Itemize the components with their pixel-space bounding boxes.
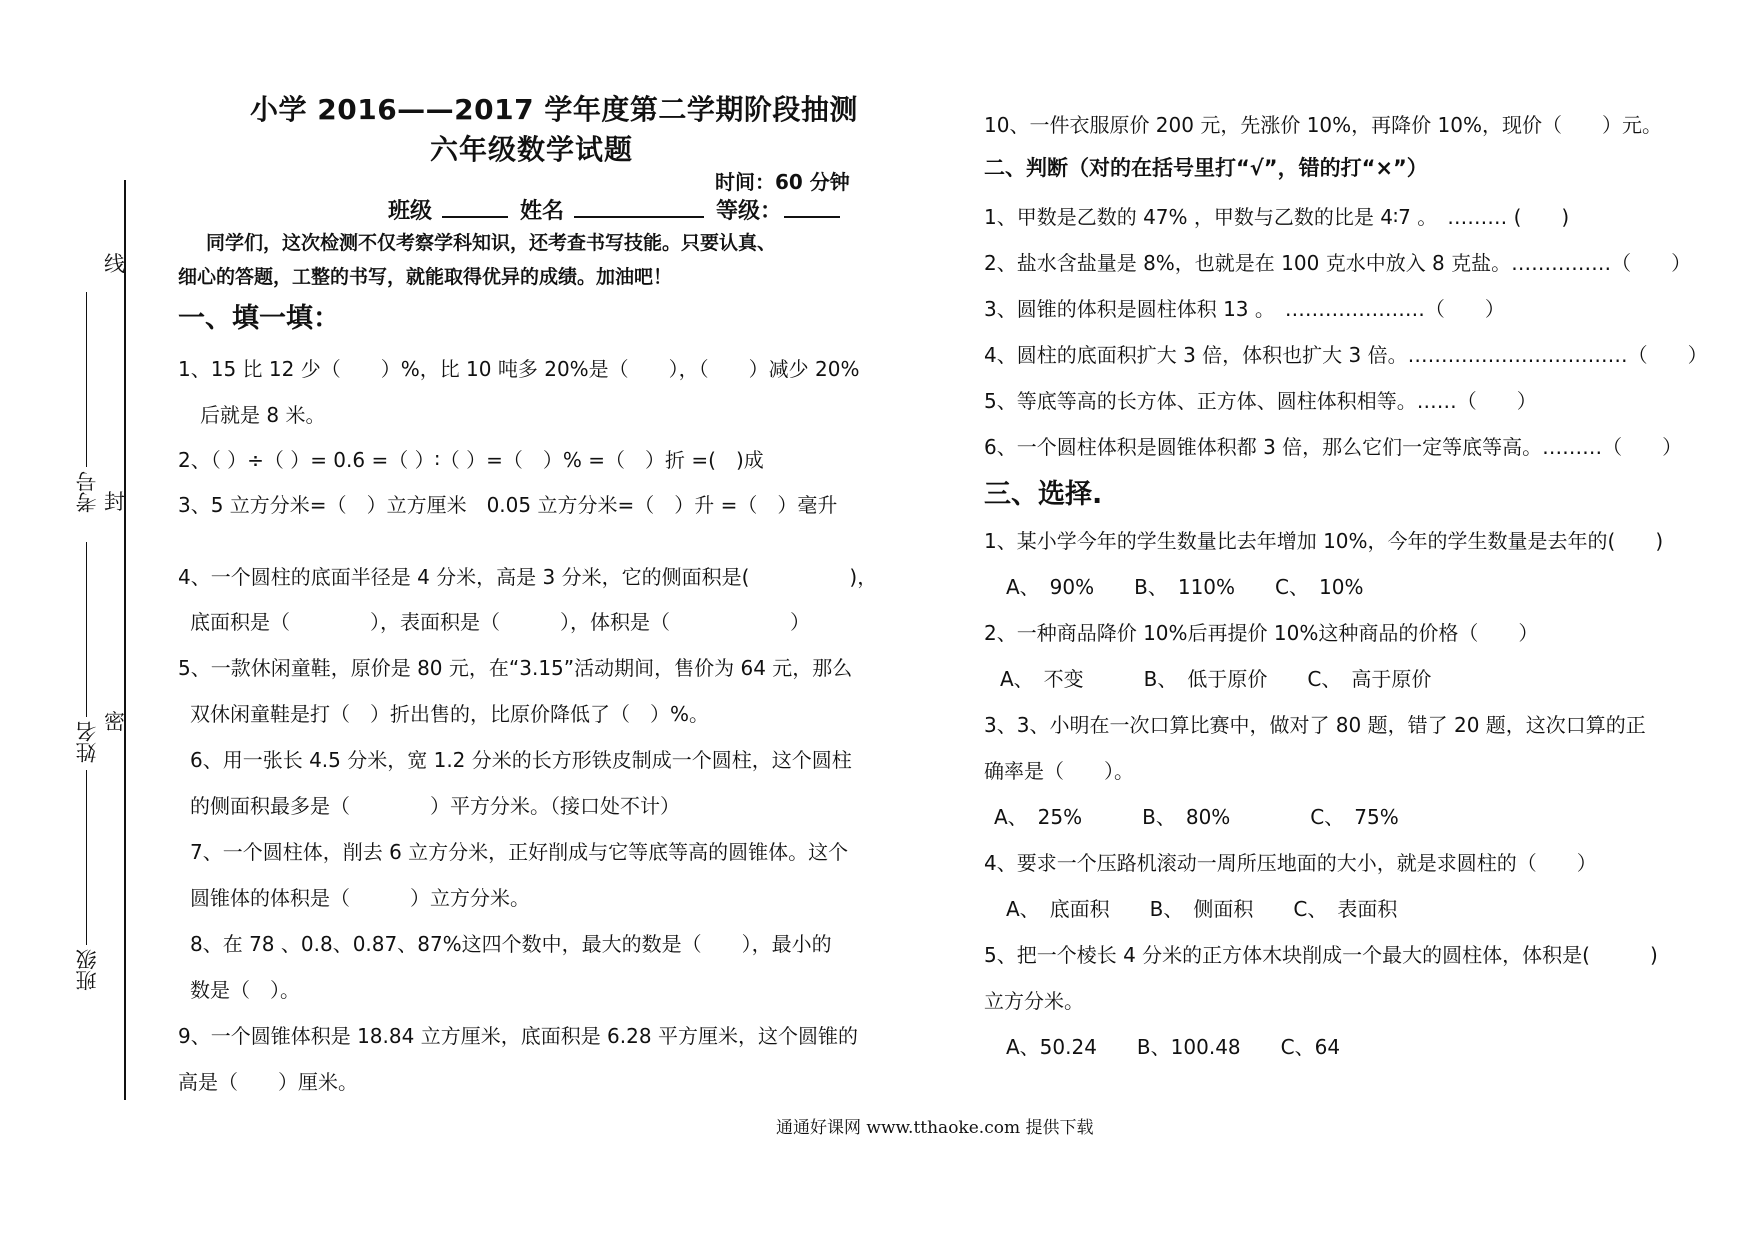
binding-line bbox=[124, 180, 126, 1100]
fill-q7-line1: 7、一个圆柱体，削去 6 立方分米，正好削成与它等底等高的圆锥体。这个 bbox=[190, 840, 849, 864]
class-label: 班级 bbox=[388, 199, 433, 224]
judge-q2: 2、盐水含盐量是 8%，也就是在 100 克水中放入 8 克盐。……………（ ） bbox=[984, 251, 1692, 275]
choice-q3-line2: 确率是（ ）。 bbox=[984, 759, 1134, 783]
class-side-label: 班级 bbox=[75, 949, 99, 991]
class-blank[interactable] bbox=[442, 198, 508, 218]
time-limit: 时间：60 分钟 bbox=[715, 170, 850, 194]
choice-q3-line1: 3、3、小明在一次口算比赛中，做对了 80 题，错了 20 题，这次口算的正 bbox=[984, 713, 1646, 737]
choice-q4-options: A、 底面积 B、 侧面积 C、 表面积 bbox=[1006, 897, 1398, 921]
seal-char-mi: 密 bbox=[104, 710, 125, 734]
section-judge-heading: 二、判断（对的在括号里打“√”，错的打“×”） bbox=[984, 156, 1428, 180]
exam-number-field[interactable] bbox=[72, 292, 102, 513]
choice-q1: 1、某小学今年的学生数量比去年增加 10%，今年的学生数量是去年的( ) bbox=[984, 529, 1664, 553]
fill-q8-line1: 8、在 78 、0.8、0.87、87%这四个数中，最大的数是（ ），最小的 bbox=[190, 932, 832, 956]
fill-q6-line2: 的侧面积最多是（ ）平方分米。（接口处不计） bbox=[190, 794, 680, 818]
choice-q2-options: A、 不变 B、 低于原价 C、 高于原价 bbox=[1000, 667, 1432, 691]
intro-line-1: 同学们，这次检测不仅考察学科知识，还考查书写技能。只要认真、 bbox=[206, 232, 777, 254]
footer-source: 通通好课网 www.tthaoke.com 提供下载 bbox=[776, 1118, 1094, 1138]
judge-q5: 5、等底等高的长方体、正方体、圆柱体积相等。……（ ） bbox=[984, 389, 1537, 413]
class-side-rule bbox=[87, 770, 88, 945]
choice-q2: 2、一种商品降价 10%后再提价 10%这种商品的价格（ ） bbox=[984, 621, 1539, 645]
name-side-field[interactable] bbox=[72, 542, 102, 763]
judge-q1: 1、甲数是乙数的 47% ，甲数与乙数的比是 4∶7 。 ……… ( ) bbox=[984, 205, 1570, 229]
judge-q6: 6、一个圆柱体积是圆锥体积都 3 倍，那么它们一定等底等高。………（ ） bbox=[984, 435, 1683, 459]
fill-q6-line1: 6、用一张长 4.5 分米，宽 1.2 分米的长方形铁皮制成一个圆柱，这个圆柱 bbox=[190, 748, 852, 772]
judge-q3: 3、圆锥的体积是圆柱体积 13 。 …………………（ ） bbox=[984, 297, 1505, 321]
seal-char-xian: 线 bbox=[104, 252, 125, 276]
choice-q4: 4、要求一个压路机滚动一周所压地面的大小，就是求圆柱的（ ） bbox=[984, 851, 1597, 875]
choice-q3-options: A、 25% B、 80% C、 75% bbox=[994, 805, 1399, 829]
fill-q3: 3、5 立方分米=（ ）立方厘米 0.05 立方分米=（ ）升 =（ ）毫升 bbox=[178, 493, 838, 517]
section-choice-heading: 三、选择. bbox=[984, 479, 1103, 510]
exam-title: 小学 2016——2017 学年度第二学期阶段抽测 bbox=[250, 93, 858, 126]
fill-q10: 10、一件衣服原价 200 元，先涨价 10%，再降价 10%，现价（ ）元。 bbox=[984, 113, 1662, 137]
exam-subtitle: 六年级数学试题 bbox=[430, 133, 634, 166]
exam-number-label: 考号 bbox=[75, 471, 99, 513]
seal-char-feng: 封 bbox=[104, 490, 125, 514]
section-fill-heading: 一、填一填： bbox=[178, 303, 340, 334]
choice-q5-line2: 立方分米。 bbox=[984, 989, 1084, 1013]
grade-blank[interactable] bbox=[784, 198, 840, 218]
choice-q1-options: A、 90% B、 110% C、 10% bbox=[1006, 575, 1364, 599]
intro-line-2: 细心的答题，工整的书写，就能取得优异的成绩。加油吧！ bbox=[178, 266, 673, 288]
fill-q2: 2、（ ）÷（ ）= 0.6 =（ ）∶（ ）=（ ）% =（ ）折 =( )成 bbox=[178, 448, 764, 472]
fill-q5-line2: 双休闲童鞋是打（ ）折出售的，比原价降低了（ ）%。 bbox=[190, 702, 710, 726]
fill-q4-line1: 4、一个圆柱的底面半径是 4 分米，高是 3 分米，它的侧面积是( )， bbox=[178, 565, 878, 589]
class-side-field[interactable] bbox=[72, 770, 102, 991]
name-blank[interactable] bbox=[574, 198, 704, 218]
name-side-label: 姓名 bbox=[75, 721, 99, 763]
fill-q1-line2: 后就是 8 米。 bbox=[200, 403, 326, 427]
choice-q5-options: A、50.24 B、100.48 C、64 bbox=[1006, 1035, 1341, 1059]
fill-q5-line1: 5、一款休闲童鞋，原价是 80 元，在“3.15”活动期间，售价为 64 元，那么 bbox=[178, 656, 853, 680]
judge-q4: 4、圆柱的底面积扩大 3 倍，体积也扩大 3 倍。……………………………（ ） bbox=[984, 343, 1708, 367]
fill-q8-line2: 数是（ ）。 bbox=[190, 978, 300, 1002]
grade-label: 等级： bbox=[716, 199, 783, 224]
fill-q9-line2: 高是（ ）厘米。 bbox=[178, 1070, 358, 1094]
fill-q1-line1: 1、15 比 12 少（ ）%，比 10 吨多 20%是（ ），（ ）减少 20% bbox=[178, 357, 860, 381]
choice-q5-line1: 5、把一个棱长 4 分米的正方体木块削成一个最大的圆柱体，体积是( ) bbox=[984, 943, 1658, 967]
student-info-row bbox=[388, 194, 852, 225]
fill-q7-line2: 圆锥体的体积是（ ）立方分米。 bbox=[190, 886, 530, 910]
name-side-rule bbox=[87, 542, 88, 717]
exam-number-rule bbox=[87, 292, 88, 467]
fill-q9-line1: 9、一个圆锥体积是 18.84 立方厘米，底面积是 6.28 平方厘米，这个圆锥的 bbox=[178, 1024, 858, 1048]
fill-q4-line2: 底面积是（ ），表面积是（ ），体积是（ ） bbox=[190, 610, 810, 634]
name-label: 姓名 bbox=[520, 199, 565, 224]
